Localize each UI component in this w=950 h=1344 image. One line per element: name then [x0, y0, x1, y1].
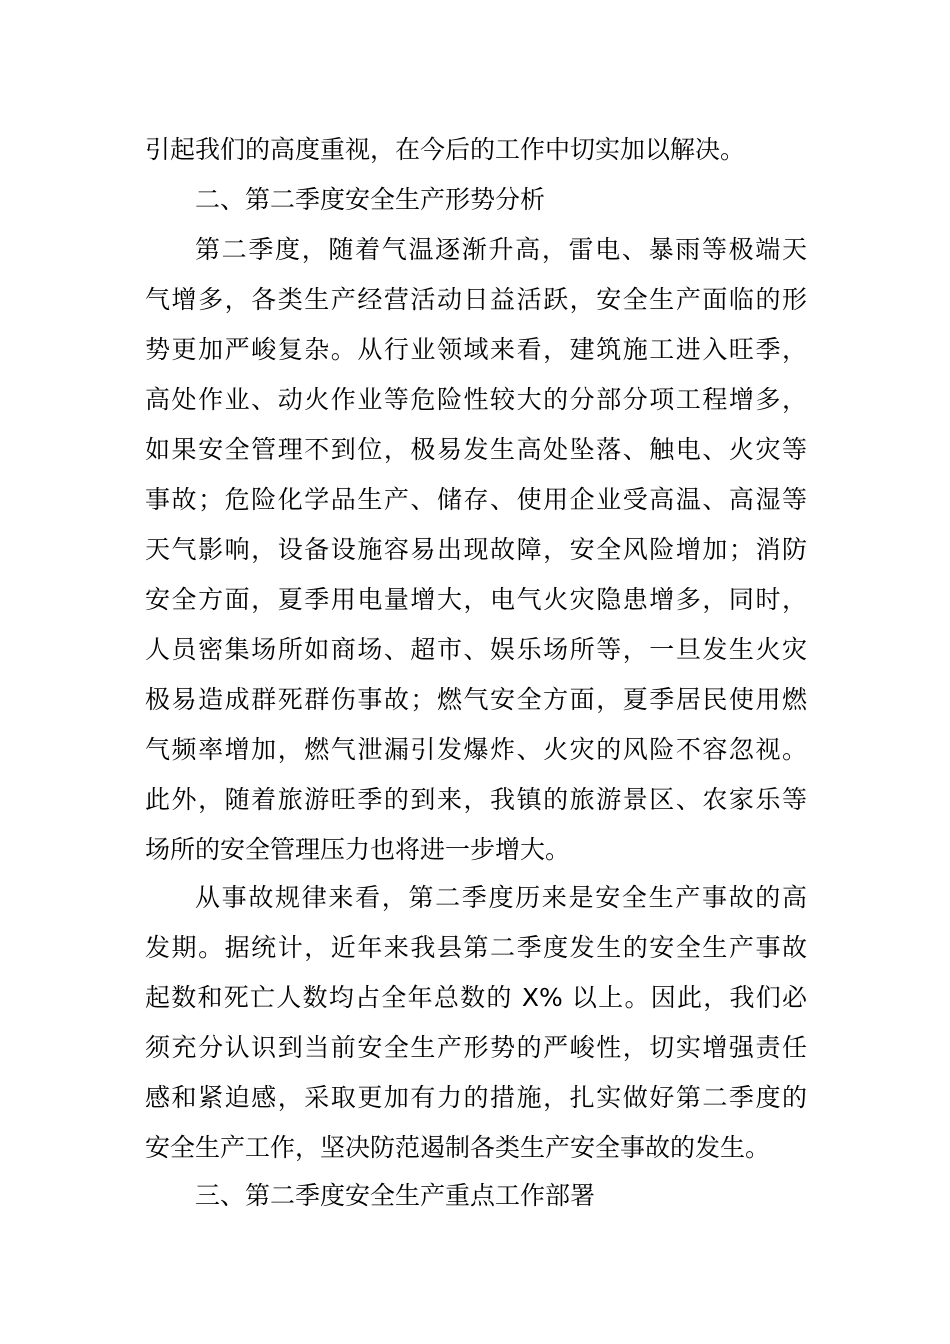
paragraph-line-10: 安全方面，夏季用电量增大，电气火灾隐患增多，同时， — [145, 585, 807, 614]
paragraph-line-13: 气频率增加，燃气泄漏引发爆炸、火灾的风险不容忽视。 — [145, 735, 807, 764]
paragraph-line-3: 第二季度，随着气温逐渐升高，雷电、暴雨等极端天 — [195, 235, 807, 264]
paragraph-line-15: 场所的安全管理压力也将进一步增大。 — [145, 835, 571, 864]
paragraph-line-20: 感和紧迫感，采取更加有力的措施，扎实做好第二季度的 — [145, 1083, 807, 1112]
paragraph-line-17: 发期。据统计，近年来我县第二季度发生的安全生产事故 — [145, 933, 807, 962]
paragraph-line-11: 人员密集场所如商场、超市、娱乐场所等，一旦发生火灾 — [145, 635, 807, 664]
section-heading-3: 三、第二季度安全生产重点工作部署 — [195, 1181, 596, 1210]
paragraph-line-9: 天气影响，设备设施容易出现故障，安全风险增加；消防 — [145, 535, 807, 564]
paragraph-line-18: 起数和死亡人数均占全年总数的 X% 以上。因此，我们必 — [145, 983, 807, 1012]
paragraph-line-16: 从事故规律来看，第二季度历来是安全生产事故的高 — [195, 883, 807, 912]
paragraph-line-4: 气增多，各类生产经营活动日益活跃，安全生产面临的形 — [145, 285, 807, 314]
section-heading-2: 二、第二季度安全生产形势分析 — [195, 185, 546, 214]
paragraph-line-8: 事故；危险化学品生产、储存、使用企业受高温、高湿等 — [145, 485, 807, 514]
paragraph-line-6: 高处作业、动火作业等危险性较大的分部分项工程增多， — [145, 385, 807, 414]
paragraph-line-14: 此外，随着旅游旺季的到来，我镇的旅游景区、农家乐等 — [145, 785, 807, 814]
paragraph-line-19: 须充分认识到当前安全生产形势的严峻性，切实增强责任 — [145, 1033, 807, 1062]
paragraph-line-5: 势更加严峻复杂。从行业领域来看，建筑施工进入旺季， — [145, 335, 807, 364]
paragraph-line-1: 引起我们的高度重视，在今后的工作中切实加以解决。 — [145, 135, 746, 164]
paragraph-line-7: 如果安全管理不到位，极易发生高处坠落、触电、火灾等 — [145, 435, 807, 464]
paragraph-line-12: 极易造成群死群伤事故；燃气安全方面，夏季居民使用燃 — [145, 685, 807, 714]
paragraph-line-21: 安全生产工作，坚决防范遏制各类生产安全事故的发生。 — [145, 1133, 771, 1162]
